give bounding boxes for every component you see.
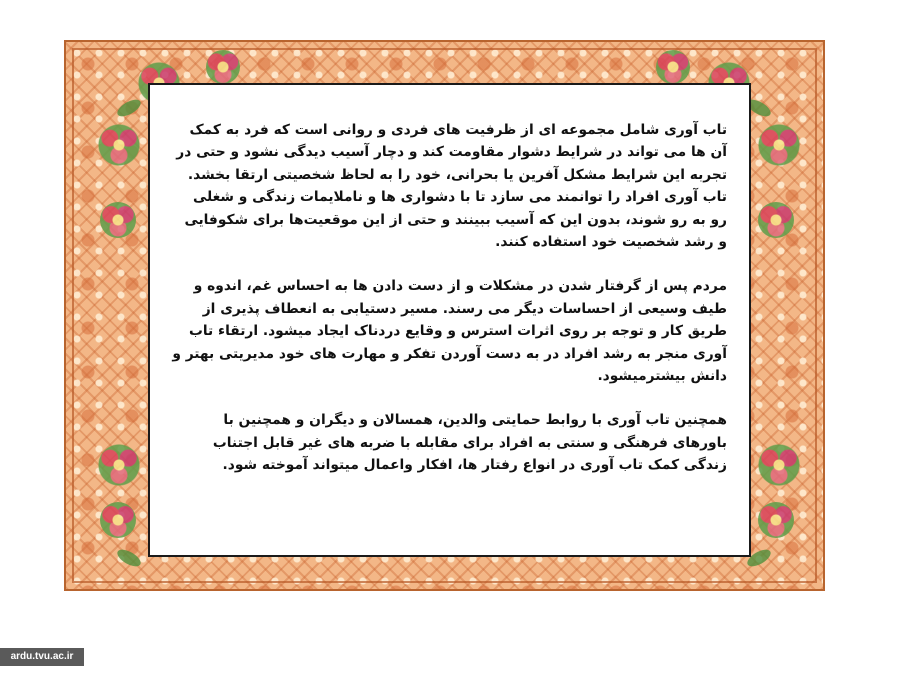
flower-ornament-icon — [100, 202, 136, 238]
flower-ornament-icon — [96, 122, 142, 168]
site-url-badge[interactable]: ardu.tvu.ac.ir — [0, 648, 84, 666]
paragraph-growth: مردم پس از گرفتار شدن در مشکلات و از دست دادن ها به احساس غم، اندوه و طیف وسیعی از احساسات دیگر می رسند. مسیر دستیابی به انعطاف پذیری از طریق کار و توجه بر روی اثرات استرس و وقایع دردناک ایجاد میشود. ارتقاء تاب آوری منجر به رشد افراد در به دست آوردن تفکر و مهارت های خود مدیریتی بهتر و دانش بیشترمیشود. — [172, 278, 727, 385]
flower-ornament-icon — [758, 502, 794, 538]
flower-ornament-icon — [206, 50, 240, 84]
flower-ornament-icon — [656, 50, 690, 84]
paragraph-support: همچنین تاب آوری با روابط حمایتی والدین، همسالان و دیگران و همچنین با باورهای فرهنگی و سنتی به افراد برای مقابله با ضربه های غیر قابل اجتناب زندگی کمک تاب آوری در انواع رفتار ها، افکار واعمال میتواند آموخته شود. — [212, 412, 727, 474]
flower-ornament-icon — [758, 202, 794, 238]
flower-ornament-icon — [756, 442, 802, 488]
flower-ornament-icon — [756, 122, 802, 168]
paragraph-definition: تاب آوری شامل مجموعه ای از ظرفیت های فردی و روانی است که فرد به کمک آن ها می تواند در شرایط دشوار مقاومت کند و دچار آسیب دیدگی نشود و حتی در تجربه این شرایط مشکل آفرین یا بحرانی، خود را به لحاظ شخصیتی ارتقا بخشد. تاب آوری افراد را توانمند می سازد تا با دشواری ها و ناملایمات زندگی و شغلی رو به رو شوند، بدون این که آسیب ببینند و حتی از این موقعیت‌ها برای شکوفایی و رشد شخصیت خود استفاده کنند. — [176, 122, 727, 251]
flower-ornament-icon — [100, 502, 136, 538]
text-panel — [148, 83, 751, 557]
flower-ornament-icon — [96, 442, 142, 488]
